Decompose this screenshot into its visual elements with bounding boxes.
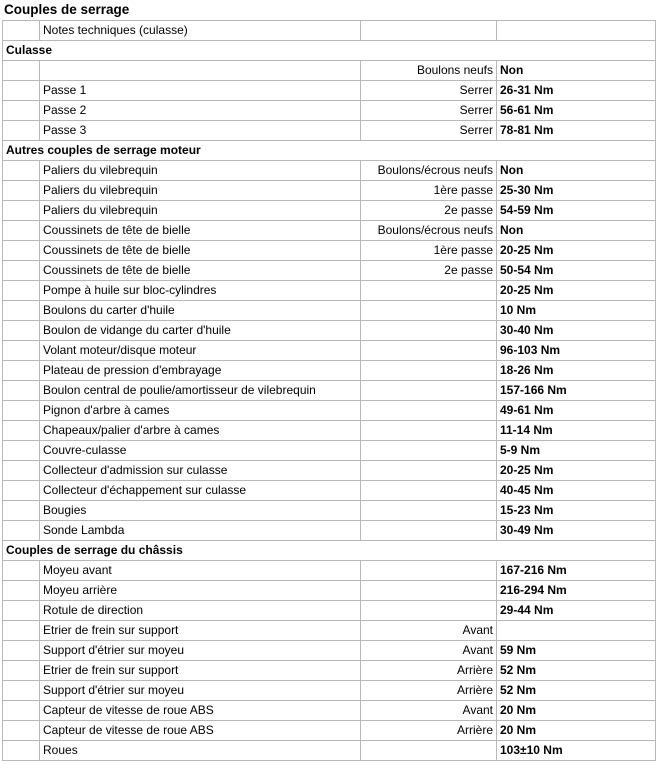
row-condition [361,421,497,441]
table-row [3,441,656,461]
torque-table-body [3,21,656,761]
row-value: 52 Nm [497,681,656,701]
row-label: Passe 2 [40,101,361,121]
section-heading-blank [497,41,656,61]
row-value: 30-40 Nm [497,321,656,341]
row-indent [3,341,40,361]
table-row [3,641,656,661]
section-heading: Autres couples de serrage moteur [3,141,361,161]
row-indent [3,61,40,81]
row-condition [361,521,497,541]
row-condition: Serrer [361,101,497,121]
row-label: Notes techniques (culasse) [40,21,361,41]
row-indent [3,301,40,321]
row-value: 5-9 Nm [497,441,656,461]
table-row [3,481,656,501]
row-value: 18-26 Nm [497,361,656,381]
row-label: Roues [40,741,361,761]
table-row [3,341,656,361]
row-indent [3,241,40,261]
row-label: Moyeu arrière [40,581,361,601]
row-value: Non [497,61,656,81]
table-row [3,101,656,121]
row-value: 40-45 Nm [497,481,656,501]
row-label: Boulons du carter d'huile [40,301,361,321]
table-row [3,601,656,621]
row-value: 30-49 Nm [497,521,656,541]
table-row [3,521,656,541]
row-value: 11-14 Nm [497,421,656,441]
row-label: Collecteur d'échappement sur culasse [40,481,361,501]
row-condition: Serrer [361,81,497,101]
row-value: 29-44 Nm [497,601,656,621]
row-label: Boulon central de poulie/amortisseur de vilebrequin [40,381,361,401]
row-value: 50-54 Nm [497,261,656,281]
row-value: 167-216 Nm [497,561,656,581]
row-indent [3,741,40,761]
section-heading-row [3,141,656,161]
row-label: Collecteur d'admission sur culasse [40,461,361,481]
row-value: 54-59 Nm [497,201,656,221]
row-condition: 2e passe [361,261,497,281]
row-condition [361,281,497,301]
table-row [3,661,656,681]
row-condition: Serrer [361,121,497,141]
row-value [497,621,656,641]
section-heading-row [3,41,656,61]
row-value: 20-25 Nm [497,281,656,301]
section-heading-row [3,541,656,561]
row-label: Coussinets de tête de bielle [40,241,361,261]
row-value: 20-25 Nm [497,461,656,481]
table-row [3,361,656,381]
row-value: 103±10 Nm [497,741,656,761]
row-condition [361,381,497,401]
row-label: Chapeaux/palier d'arbre à cames [40,421,361,441]
section-heading-blank [361,41,497,61]
row-value: 15-23 Nm [497,501,656,521]
table-row [3,21,656,41]
row-value: 25-30 Nm [497,181,656,201]
row-value: 157-166 Nm [497,381,656,401]
row-label: Capteur de vitesse de roue ABS [40,701,361,721]
table-row [3,241,656,261]
row-condition: Arrière [361,661,497,681]
table-row [3,221,656,241]
row-indent [3,721,40,741]
table-row [3,201,656,221]
row-value: 26-31 Nm [497,81,656,101]
row-label: Paliers du vilebrequin [40,181,361,201]
row-indent [3,681,40,701]
row-label: Pompe à huile sur bloc-cylindres [40,281,361,301]
section-heading-blank [361,141,497,161]
row-indent [3,621,40,641]
row-value: 52 Nm [497,661,656,681]
table-row [3,561,656,581]
row-label: Paliers du vilebrequin [40,161,361,181]
row-label: Moyeu avant [40,561,361,581]
table-row [3,621,656,641]
row-indent [3,661,40,681]
table-row [3,301,656,321]
row-condition [361,361,497,381]
row-condition [361,321,497,341]
table-row [3,181,656,201]
row-condition: Boulons/écrous neufs [361,221,497,241]
row-value [497,21,656,41]
row-label: Pignon d'arbre à cames [40,401,361,421]
table-row [3,421,656,441]
row-indent [3,601,40,621]
row-value: 20 Nm [497,721,656,741]
row-condition: 1ère passe [361,241,497,261]
row-condition [361,581,497,601]
row-indent [3,101,40,121]
row-label: Support d'étrier sur moyeu [40,681,361,701]
row-label: Support d'étrier sur moyeu [40,641,361,661]
row-value: 96-103 Nm [497,341,656,361]
section-heading-blank [497,141,656,161]
row-label: Coussinets de tête de bielle [40,221,361,241]
section-heading-blank [361,541,497,561]
row-condition [361,341,497,361]
row-label: Etrier de frein sur support [40,661,361,681]
row-indent [3,701,40,721]
row-label: Capteur de vitesse de roue ABS [40,721,361,741]
row-value: 78-81 Nm [497,121,656,141]
torque-table [2,20,656,761]
row-indent [3,381,40,401]
row-indent [3,441,40,461]
row-indent [3,121,40,141]
row-value: Non [497,161,656,181]
table-row [3,501,656,521]
row-condition: Avant [361,641,497,661]
row-indent [3,181,40,201]
table-row [3,261,656,281]
section-heading: Couples de serrage du châssis [3,541,361,561]
row-label: Coussinets de tête de bielle [40,261,361,281]
row-condition: 1ère passe [361,181,497,201]
row-condition [361,401,497,421]
table-row [3,281,656,301]
row-value: 10 Nm [497,301,656,321]
row-indent [3,481,40,501]
row-condition [361,481,497,501]
row-indent [3,161,40,181]
table-row [3,161,656,181]
row-indent [3,401,40,421]
row-indent [3,641,40,661]
table-row [3,701,656,721]
row-indent [3,561,40,581]
row-value: Non [497,221,656,241]
table-row [3,321,656,341]
section-heading-blank [497,541,656,561]
row-condition [361,461,497,481]
table-row [3,121,656,141]
row-condition: Avant [361,701,497,721]
row-label [40,61,361,81]
row-indent [3,221,40,241]
page-title: Couples de serrage [4,2,130,17]
table-row [3,681,656,701]
row-value: 20-25 Nm [497,241,656,261]
row-condition: Boulons/écrous neufs [361,161,497,181]
table-row [3,461,656,481]
table-row [3,61,656,81]
row-condition: Boulons neufs [361,61,497,81]
row-label: Volant moteur/disque moteur [40,341,361,361]
row-indent [3,281,40,301]
row-value: 56-61 Nm [497,101,656,121]
row-condition [361,741,497,761]
table-row [3,721,656,741]
row-condition: Arrière [361,681,497,701]
row-condition [361,561,497,581]
row-label: Rotule de direction [40,601,361,621]
row-condition [361,301,497,321]
row-label: Etrier de frein sur support [40,621,361,641]
table-row [3,741,656,761]
row-label: Passe 3 [40,121,361,141]
row-label: Boulon de vidange du carter d'huile [40,321,361,341]
row-indent [3,501,40,521]
row-condition [361,601,497,621]
row-condition [361,21,497,41]
row-value: 59 Nm [497,641,656,661]
row-condition [361,441,497,461]
row-indent [3,21,40,41]
row-indent [3,421,40,441]
row-indent [3,521,40,541]
table-row [3,381,656,401]
row-label: Paliers du vilebrequin [40,201,361,221]
row-indent [3,461,40,481]
row-indent [3,261,40,281]
row-label: Plateau de pression d'embrayage [40,361,361,381]
row-indent [3,81,40,101]
row-condition: 2e passe [361,201,497,221]
row-indent [3,201,40,221]
row-value: 20 Nm [497,701,656,721]
table-row [3,81,656,101]
row-value: 49-61 Nm [497,401,656,421]
row-value: 216-294 Nm [497,581,656,601]
row-condition [361,501,497,521]
row-label: Couvre-culasse [40,441,361,461]
table-row [3,581,656,601]
section-heading: Culasse [3,41,361,61]
row-label: Bougies [40,501,361,521]
row-indent [3,581,40,601]
row-indent [3,321,40,341]
row-indent [3,361,40,381]
table-row [3,401,656,421]
row-condition: Avant [361,621,497,641]
row-label: Sonde Lambda [40,521,361,541]
row-condition: Arrière [361,721,497,741]
row-label: Passe 1 [40,81,361,101]
